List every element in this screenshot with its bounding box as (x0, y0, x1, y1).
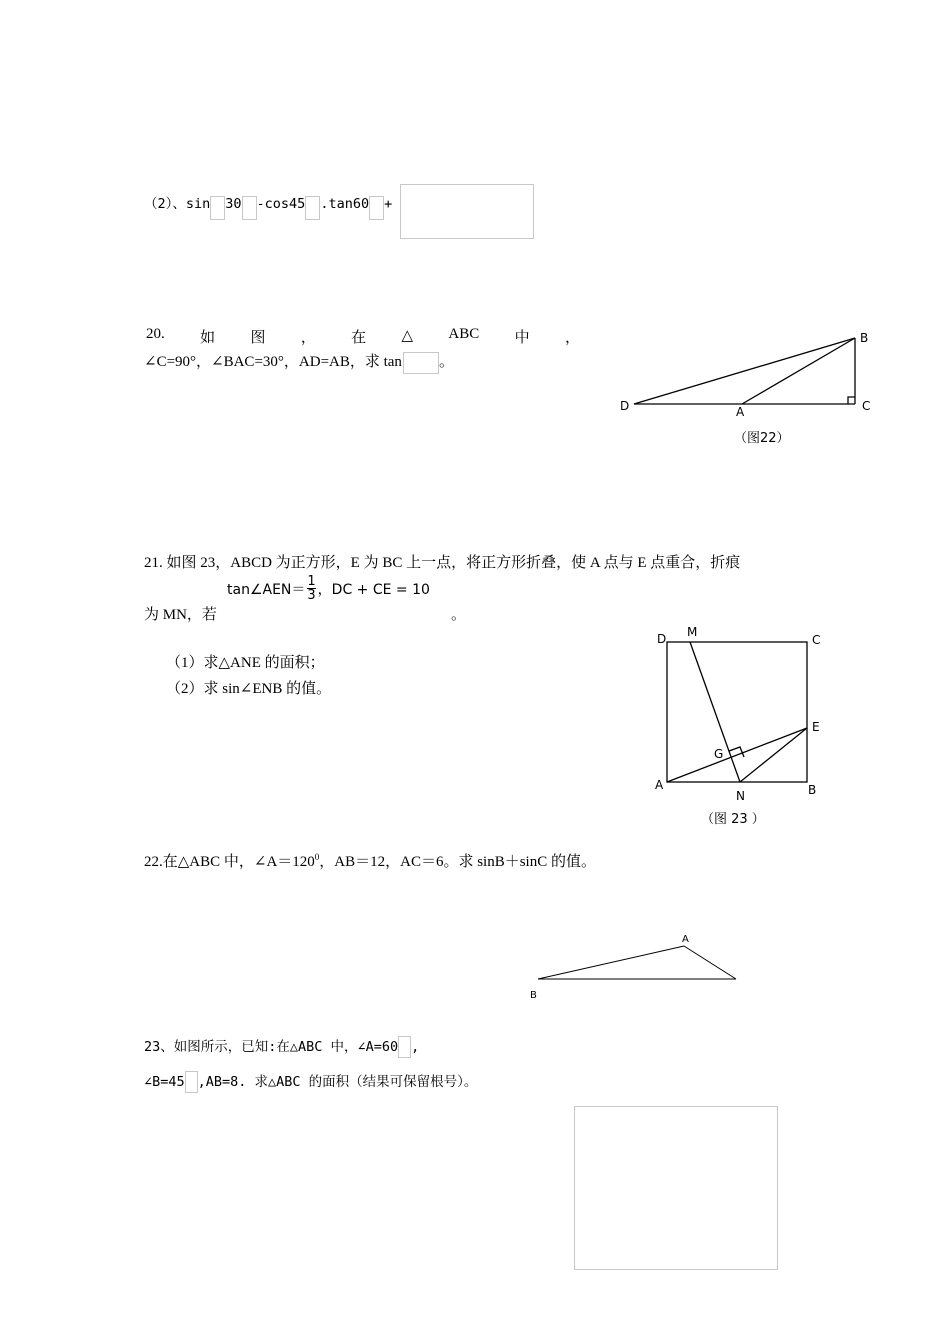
item21-formula (227, 575, 430, 602)
fig22-label-C: C (862, 399, 871, 413)
item21-question2: （2）求 sin∠ENB 的值。 (166, 681, 332, 697)
item21-line1: 21. 如图 23，ABCD 为正方形，E 为 BC 上一点，将正方形折叠，使 A 点与 E 点重合，折痕 (144, 555, 741, 571)
figure-22 (610, 326, 880, 450)
item22-line (144, 850, 596, 871)
broken-image-icon (210, 196, 225, 220)
item20-word: 中 (514, 330, 530, 346)
item20-line1 (146, 326, 580, 347)
item21-line2-prefix: 为 MN，若 (144, 607, 217, 623)
item20-word: 在 (351, 330, 367, 346)
broken-image-icon (242, 196, 257, 220)
item23-text2-rest: ,AB=8. 求△ABC 的面积（结果可保留根号）。 (197, 1074, 478, 1090)
fig23-label-E: E (812, 720, 820, 734)
item20-number: 20. (146, 326, 165, 342)
fig22-label-B: B (860, 331, 869, 345)
broken-image-box (574, 1106, 778, 1270)
item20-word: ， (300, 330, 316, 346)
fig23-label-B: B (808, 783, 817, 797)
broken-image-icon (185, 1071, 198, 1093)
item21-question1: （1）求△ANE 的面积； (166, 655, 325, 671)
item21-line2 (144, 603, 217, 624)
formula-tan: tan∠AEN＝ (227, 581, 306, 598)
item20-word: △ (401, 328, 414, 344)
figure-23 (645, 620, 835, 830)
fraction (307, 575, 315, 602)
fig22-label-D: D (620, 399, 630, 413)
fraction-numerator: 1 (307, 574, 316, 589)
item20-word: ， (564, 330, 580, 346)
item20-word: 图 (250, 330, 266, 346)
item23-text1: 23、如图所示，已知:在△ABC 中，∠A=60 (144, 1039, 399, 1055)
item22-text-after: ，AB＝12，AC＝6。求 sinB＋sinC 的值。 (319, 854, 596, 870)
item20-text: ∠C=90°，∠BAC=30°，AD=AB，求 tan (144, 354, 402, 370)
fig23-label-C: C (812, 633, 821, 647)
sin-prefix: （2）、sin (144, 196, 211, 212)
tri-label-A: A (682, 934, 689, 945)
broken-image-icon (369, 196, 384, 220)
item21-line2-end: 。 (451, 607, 467, 623)
item20-word: ABC (448, 326, 480, 342)
sin-arg: 30 (225, 196, 242, 212)
fraction-denominator: 3 (307, 588, 316, 603)
broken-image-icon (305, 196, 320, 220)
fig23-label-M: M (687, 625, 698, 639)
broken-image-icon (403, 352, 439, 374)
tan-term: .tan60 (320, 196, 370, 212)
item20-line2 (144, 350, 454, 374)
fig23-label-G: G (714, 747, 724, 761)
item23-line2 (144, 1070, 477, 1093)
item20-word: 如 (200, 330, 216, 346)
item22-text-before: 22.在△ABC 中，∠A＝120 (144, 854, 315, 870)
figure-22-triangle (520, 926, 750, 1006)
tri-label-B: B (530, 990, 537, 1001)
item23-line1 (144, 1035, 419, 1058)
fig23-caption: （图 23 ） (701, 812, 765, 827)
plus-sign: + (384, 196, 393, 212)
fig22-label-A: A (736, 405, 745, 419)
broken-image-icon (398, 1036, 411, 1058)
broken-image-box (400, 184, 534, 239)
fig23-label-A: A (655, 778, 664, 792)
item23-comma: , (411, 1039, 420, 1055)
cos-term: -cos45 (256, 196, 306, 212)
fig23-label-D: D (657, 632, 667, 646)
formula-rest: ，DC + CE = 10 (317, 581, 430, 598)
item20-end: 。 (438, 354, 454, 370)
item23-text2-prefix: ∠B=45 (144, 1074, 185, 1090)
fig22-caption: （图22） (734, 431, 790, 446)
fig23-label-N: N (736, 789, 745, 803)
degree-superscript: 0 (314, 852, 320, 862)
item19-part2-line (144, 192, 392, 216)
